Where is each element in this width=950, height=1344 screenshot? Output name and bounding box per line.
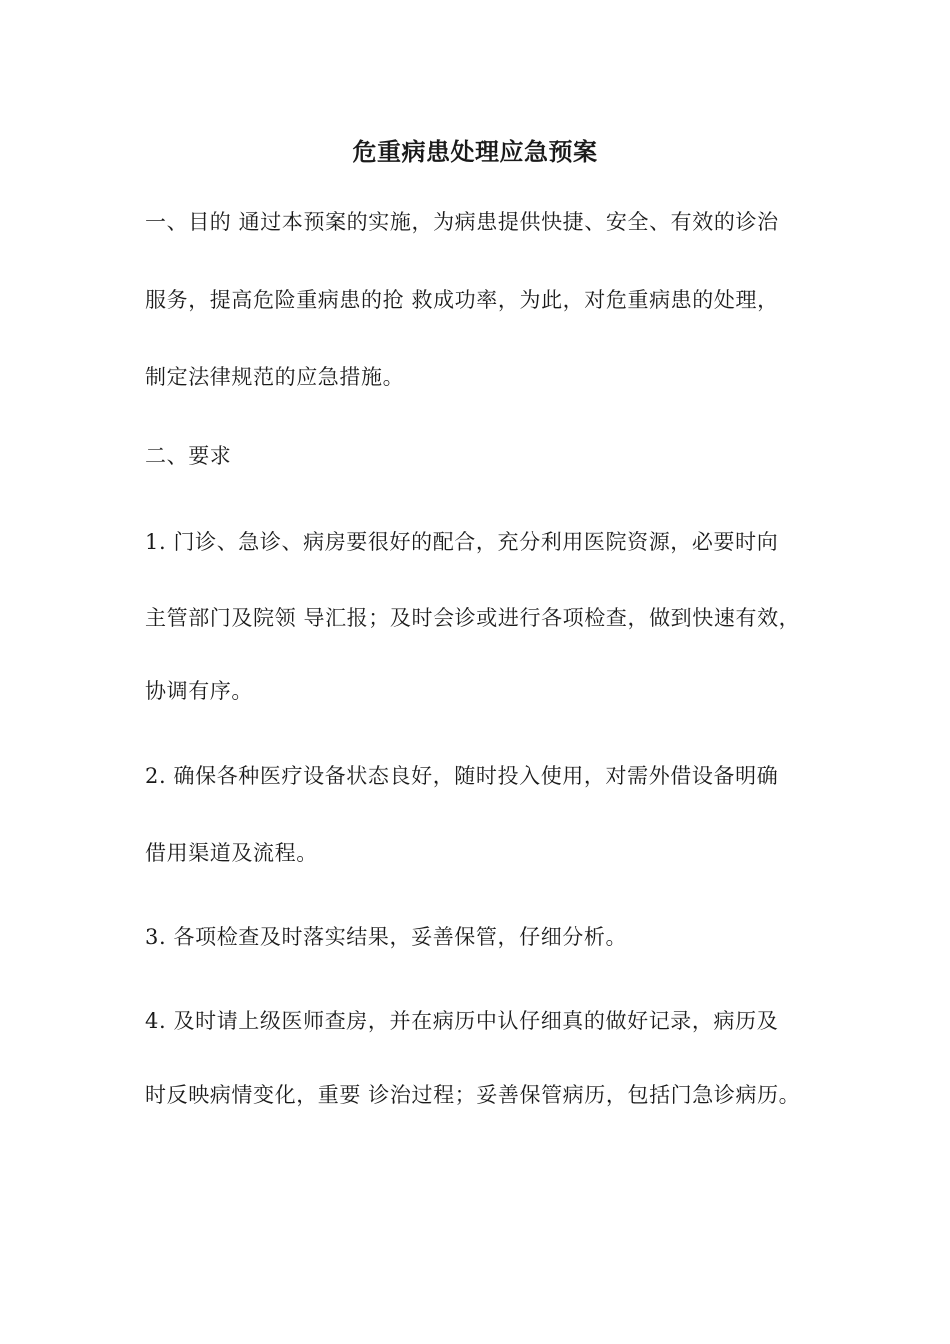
paragraph-1-line-2: 服务，提高危险重病患的抢 救成功率，为此，对危重病患的处理，	[145, 288, 779, 312]
item-2-line-2: 借用渠道及流程。	[145, 841, 318, 865]
paragraph-1-line-3: 制定法律规范的应急措施。	[145, 365, 405, 389]
item-3-line-1: 3. 各项检查及时落实结果，妥善保管，仔细分析。	[145, 925, 628, 949]
item-1-line-3: 协调有序。	[145, 679, 253, 703]
item-1-line-2: 主管部门及院领 导汇报；及时会诊或进行各项检查，做到快速有效，	[145, 606, 801, 630]
section-heading-requirements: 二、要求	[145, 444, 232, 468]
item-1-line-1: 1. 门诊、急诊、病房要很好的配合，充分利用医院资源，必要时向	[145, 530, 779, 554]
item-4-line-1: 4. 及时请上级医师查房，并在病历中认仔细真的做好记录，病历及	[145, 1009, 779, 1033]
document-title: 危重病患处理应急预案	[352, 137, 598, 166]
paragraph-1-line-1: 一、目的 通过本预案的实施，为病患提供快捷、安全、有效的诊治	[145, 210, 779, 234]
item-4-line-2: 时反映病情变化，重要 诊治过程；妥善保管病历，包括门急诊病历。	[145, 1083, 801, 1107]
item-2-line-1: 2. 确保各种医疗设备状态良好，随时投入使用，对需外借设备明确	[145, 764, 779, 788]
